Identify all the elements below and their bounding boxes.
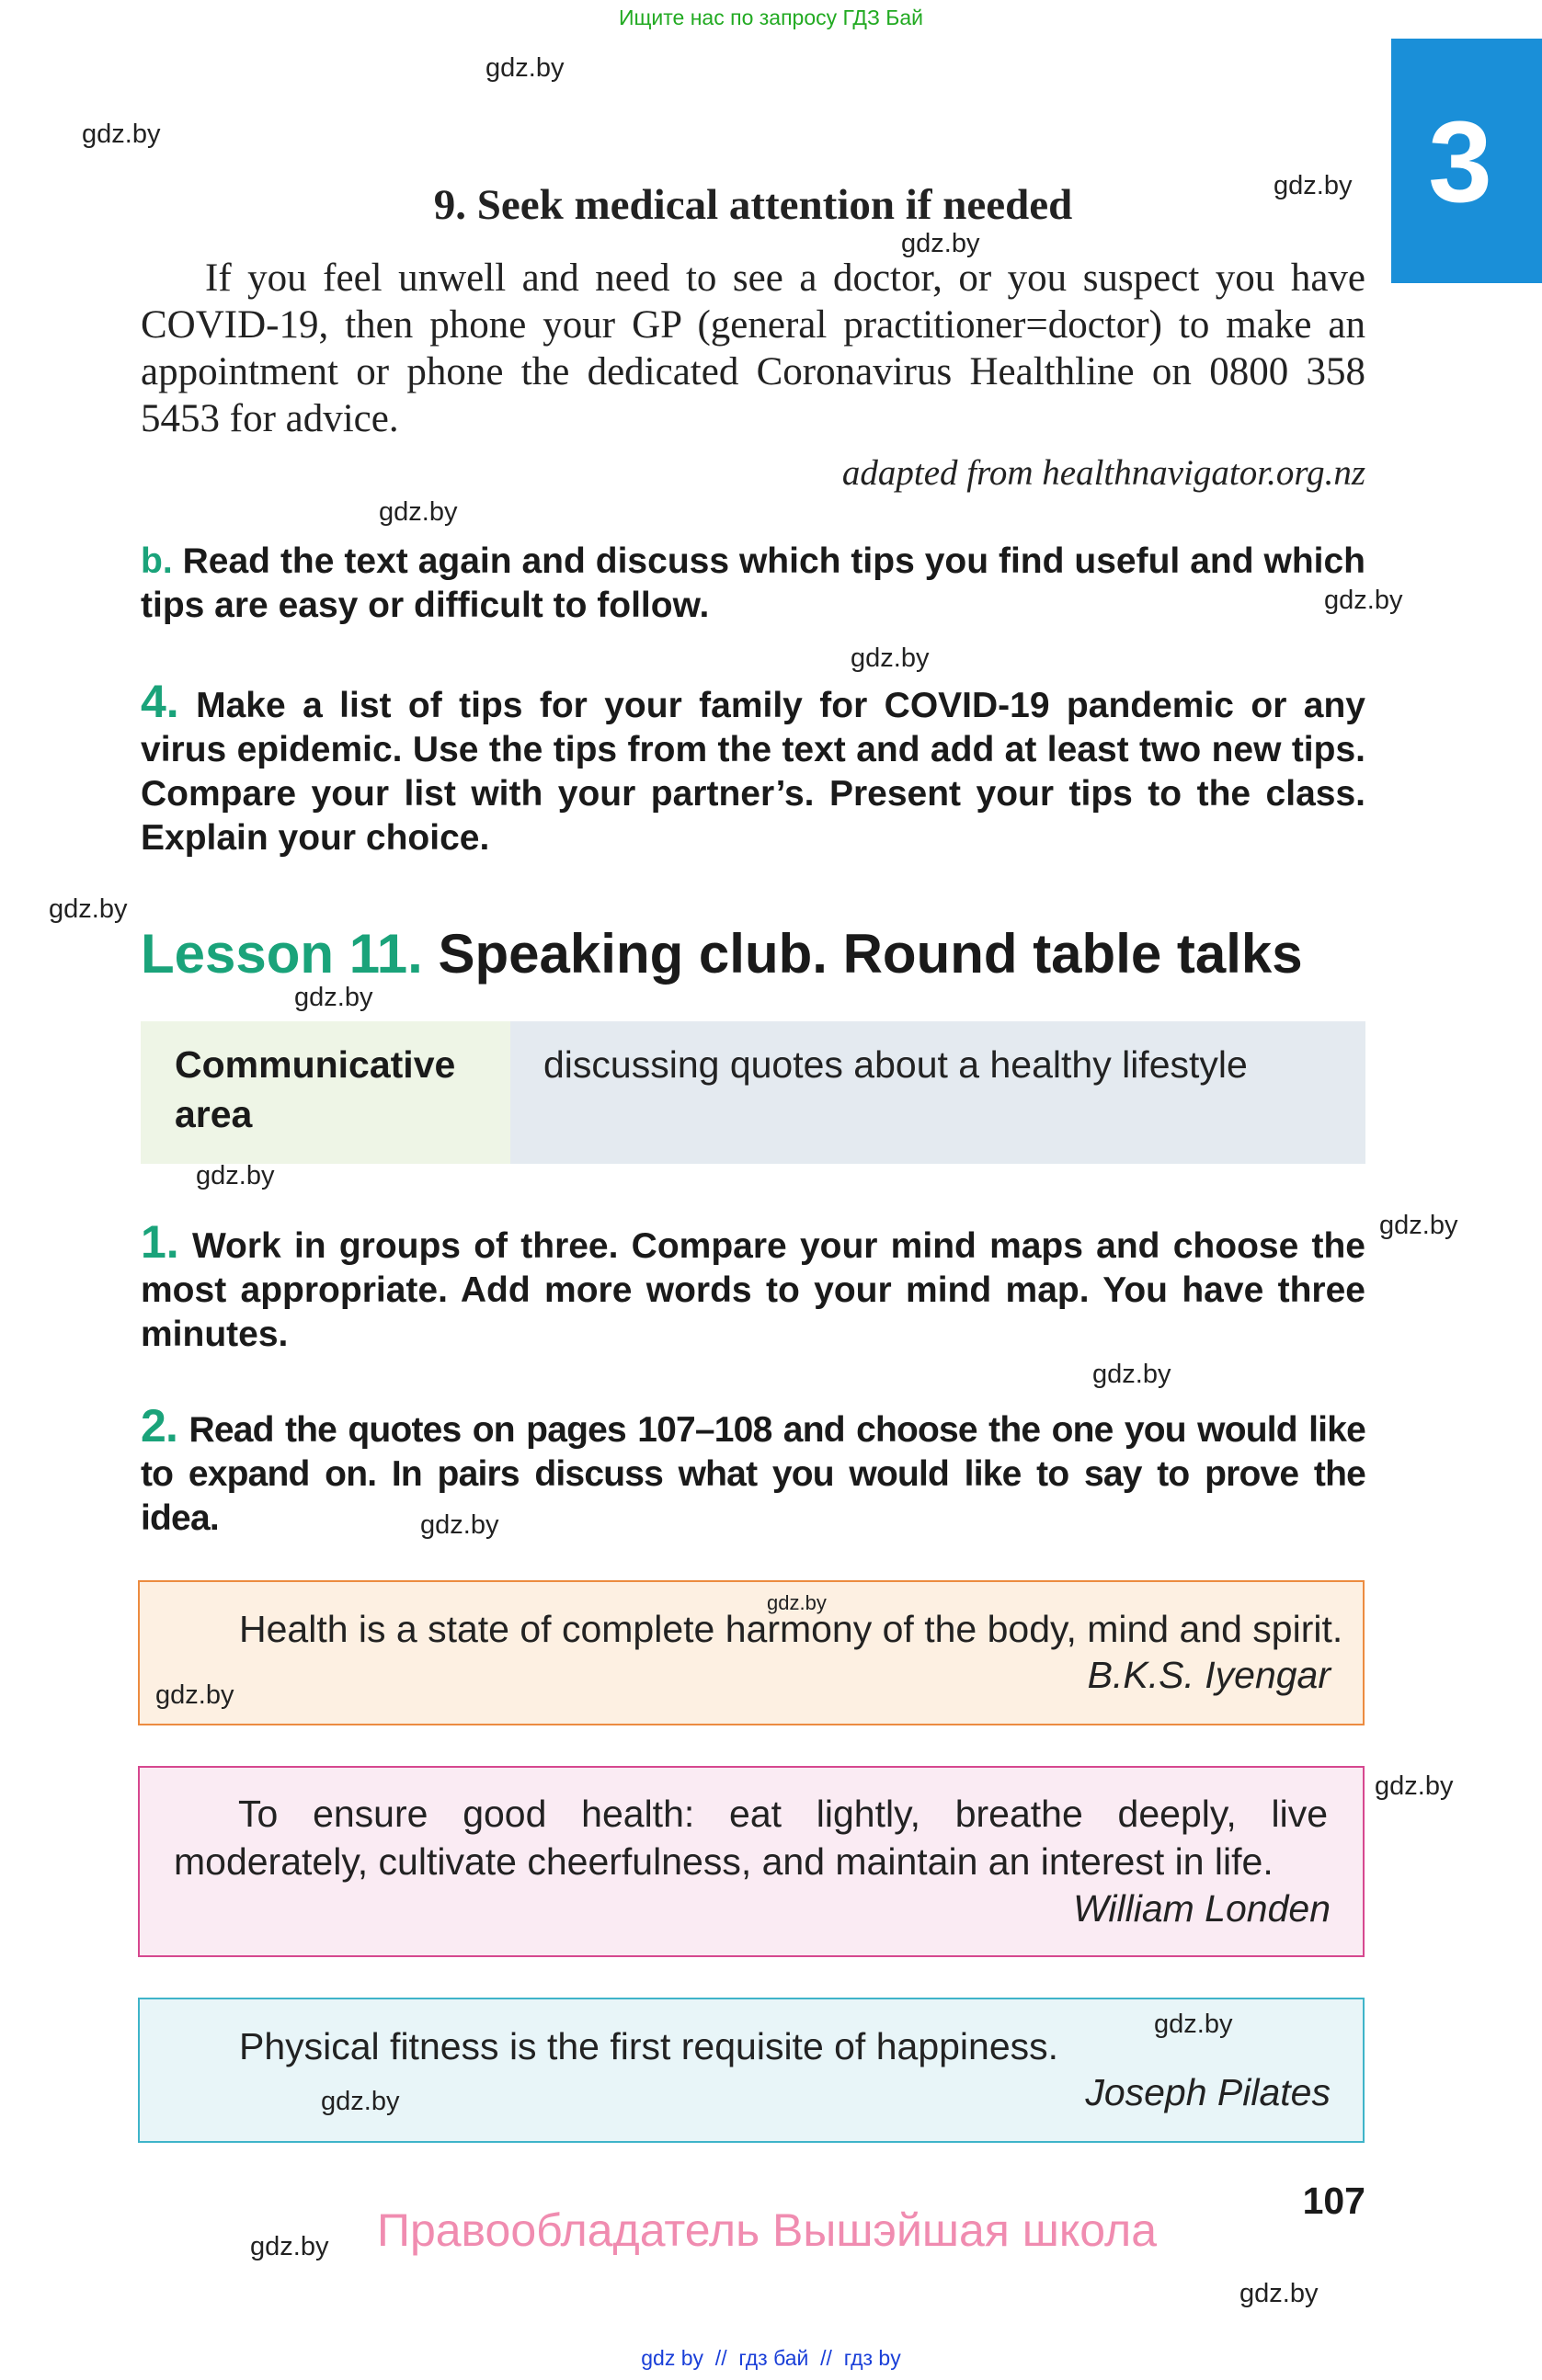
task-2 (141, 1400, 1365, 1541)
watermark: gdz.by (155, 1680, 234, 1710)
watermark: gdz.by (196, 1161, 275, 1190)
communicative-area-table (141, 1021, 1365, 1164)
watermark: gdz.by (1239, 2279, 1319, 2308)
page-number: 107 (1302, 2180, 1365, 2222)
watermark: gdz.by (1379, 1211, 1458, 1240)
quote-1-author: B.K.S. Iyengar (1087, 1654, 1331, 1696)
task-b-label: b. (141, 541, 173, 581)
quote-box-2 (138, 1766, 1365, 1957)
watermark: gdz.by (82, 120, 161, 149)
task-4-number: 4. (141, 676, 179, 727)
quote-3-author: Joseph Pilates (1085, 2071, 1331, 2113)
watermark: gdz.by (1324, 586, 1403, 615)
section-heading: 9. Seek medical attention if needed (433, 181, 1073, 229)
watermark: gdz.by (1274, 171, 1353, 200)
task-4 (141, 676, 1365, 860)
watermark: gdz.by (1154, 2010, 1233, 2039)
area-value-cell (510, 1021, 1365, 1164)
quote-2-author: William Londen (1073, 1887, 1331, 1930)
task-2-text: Read the quotes on pages 107–108 and choose the one you would like to expand on. In pairs discuss what you would like to say to prove the idea. (141, 1410, 1365, 1538)
quote-box-1 (138, 1580, 1365, 1725)
lesson-title: Speaking club. Round table talks (438, 923, 1303, 985)
quote-1-text: Health is a state of complete harmony of the body, mind and spirit. (239, 1608, 1343, 1650)
chapter-number: 3 (1428, 98, 1492, 226)
task-1-number: 1. (141, 1216, 179, 1268)
task-b-text: Read the text again and discuss which tips you find useful and which tips are easy or difficult to follow. (141, 541, 1365, 625)
task-1 (141, 1216, 1365, 1357)
task-b (141, 540, 1365, 628)
footer-links[interactable]: gdz by // гдз бай // гдз by (641, 2346, 901, 2370)
quote-2-text: To ensure good health: eat lightly, breathe deeply, live moderately, cultivate cheerfulness, and maintain an interest in life. (174, 1793, 1328, 1883)
source-citation: adapted from healthnavigator.org.nz (841, 453, 1365, 493)
header-search-link[interactable]: Ищите нас по запросу ГДЗ Бай (618, 6, 924, 29)
watermark: gdz.by (49, 894, 128, 924)
watermark: gdz.by (294, 983, 373, 1012)
watermark: gdz.by (851, 643, 930, 673)
quote-3-text: Physical fitness is the first requisite of happiness. (239, 2025, 1059, 2067)
watermark: gdz.by (321, 2087, 400, 2116)
watermark: gdz.by (767, 1591, 827, 1614)
copyright-notice: Правообладатель Вышэйшая школа (377, 2204, 1157, 2256)
lesson-heading (141, 922, 1303, 986)
area-label: Communicative area (175, 1043, 456, 1135)
watermark: gdz.by (420, 1510, 499, 1540)
area-label-cell (141, 1021, 510, 1164)
watermark: gdz.by (379, 497, 458, 527)
watermark: gdz.by (1375, 1771, 1454, 1801)
watermark: gdz.by (485, 53, 565, 83)
watermark: gdz.by (901, 229, 980, 258)
watermark: gdz.by (1092, 1360, 1171, 1389)
task-4-text: Make a list of tips for your family for COVID-19 pandemic or any virus epidemic. Use the tips from the text and add at least two new tips. Compare your list with your partner’s. Present your tips to the class. Explain your choice. (141, 686, 1365, 858)
lesson-number: Lesson 11. (141, 923, 423, 985)
watermark: gdz.by (250, 2232, 329, 2261)
task-2-number: 2. (141, 1400, 178, 1452)
chapter-tab (1391, 39, 1542, 283)
task-1-text: Work in groups of three. Compare your mind maps and choose the most appropriate. Add more words to your mind map. You have three minutes. (141, 1226, 1365, 1354)
section-body: If you feel unwell and need to see a doctor, or you suspect you have COVID-19, then phone your GP (general practitioner=doctor) to make an appointment or phone the dedicated Coronavirus Healthline on 0800 358 5453 for advice. (141, 256, 1365, 440)
area-value: discussing quotes about a healthy lifestyle (543, 1043, 1248, 1086)
